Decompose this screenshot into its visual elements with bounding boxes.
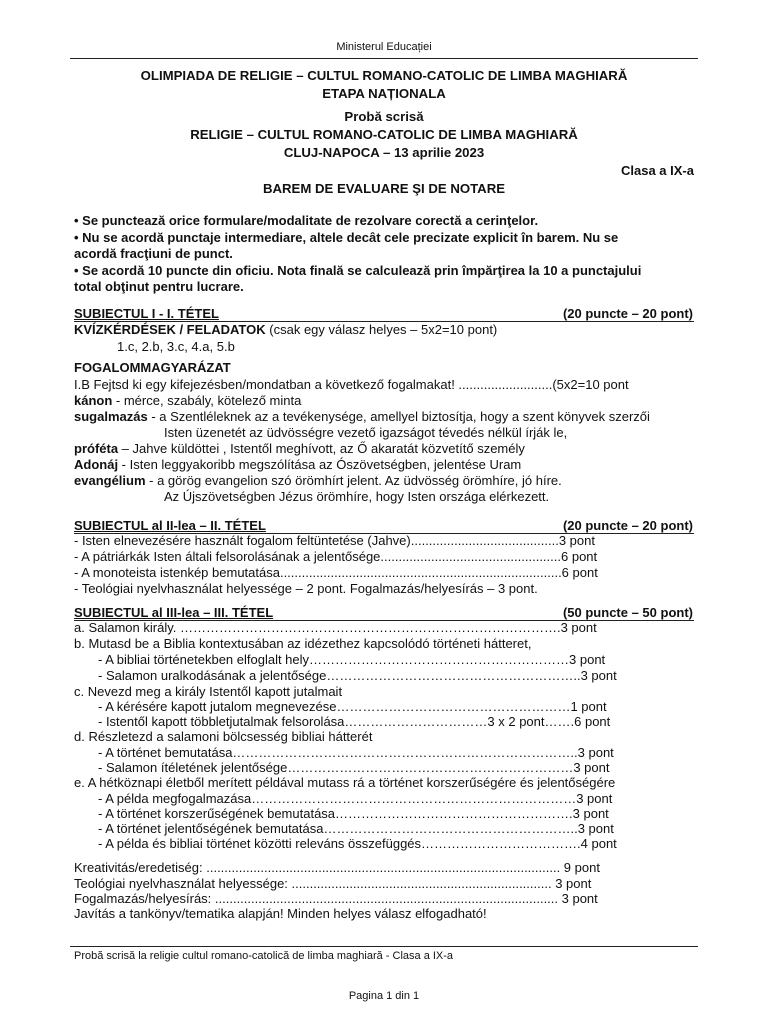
total-line: Kreativitás/eredetiség: .................................................................................................. 9 pont — [74, 860, 600, 875]
s1-kviz-note: (csak egy válasz helyes – 5x2=10 pont) — [265, 322, 498, 337]
s2-item: - A monoteista istenkép bemutatása..............................................................................6 pont — [74, 565, 598, 580]
footer-rule — [70, 946, 698, 947]
s3-heading: SUBIECTUL al III-lea – III. TÉTEL — [74, 605, 274, 620]
term-evangelium — [74, 473, 562, 488]
s2-heading: SUBIECTUL al II-lea – II. TÉTEL — [74, 518, 266, 533]
s1-fogalom: FOGALOMMAGYARÁZAT — [74, 360, 231, 375]
barem-title: BAREM DE EVALUARE ŞI DE NOTARE — [262, 181, 506, 196]
correction-note: Javítás a tankönyv/tematika alapján! Minden helyes válasz elfogadható! — [74, 906, 487, 921]
term-label: kánon — [74, 393, 113, 408]
title-line-3: Probă scrisă — [344, 109, 424, 124]
total-line: Fogalmazás/helyesírás: ............................................................................................... 3 pont — [74, 891, 598, 906]
s3-line: d. Részletezd a salamoni bölcsesség bibliai hátterét — [74, 729, 373, 744]
s3-points: (50 puncte – 50 pont) — [562, 605, 693, 620]
rule-1: • Se punctează orice formulare/modalitate de rezolvare corectă a cerinţelor. — [74, 213, 539, 228]
s1-kviz — [74, 322, 497, 337]
term-def: - mérce, szabály, kötelező minta — [112, 393, 302, 408]
term-evangelium-cont: Az Újszövetségben Jézus örömhíre, hogy Isten országa elérkezett. — [164, 489, 550, 504]
term-label: próféta — [74, 441, 119, 456]
s1-instruction: I.B Fejtsd ki egy kifejezésben/mondatban a következő fogalmakat! ..........................(5x2=10 pont — [74, 377, 629, 392]
s3-subline: - A bibliai történetekben elfoglalt hely……………………………………………………3 pont — [98, 652, 606, 667]
s3-line: c. Nevezd meg a király Istentől kapott jutalmait — [74, 684, 343, 699]
title-line-4: RELIGIE – CULTUL ROMANO-CATOLIC DE LIMBA MAGHIARĂ — [190, 127, 578, 142]
page-number: Pagina 1 din 1 — [348, 990, 420, 1002]
s1-kviz-title: KVÍZKÉRDÉSEK / FELADATOK — [74, 322, 266, 337]
term-def: – Jahve küldöttei , Istentől meghívott, az Ő akaratát közvetítő személy — [118, 441, 525, 456]
s3-subline: - A történet jelentőségének bemutatása…………………………………………………..3 pont — [98, 821, 614, 836]
s3-subline: - A történet bemutatása……………………………………………………………………..3 pont — [98, 745, 614, 760]
title-line-2: ETAPA NAȚIONALA — [322, 86, 446, 101]
s1-points: (20 puncte – 20 pont) — [562, 306, 693, 321]
s2-item: - Teológiai nyelvhasználat helyessége – 2 pont. Fogalmazás/helyesírás – 3 pont. — [74, 581, 538, 596]
title-line-5: CLUJ-NAPOCA – 13 aprilie 2023 — [283, 145, 485, 160]
total-line: Teológiai nyelvhasználat helyessége: ........................................................................ 3 pont — [74, 876, 592, 891]
term-kanon — [74, 393, 301, 408]
class-label: Clasa a IX-a — [621, 163, 694, 178]
term-profeta — [74, 441, 525, 456]
term-sugalmazas-cont: Isten üzenetét az üdvösségre vezető igazságot tévedés nélkül írják le, — [164, 425, 568, 440]
term-def: - a görög evangelion szó örömhírt jelent. Az üdvösség örömhíre, jó híre. — [145, 473, 562, 488]
rule-2-cont: acordă fracţiuni de punct. — [74, 246, 233, 261]
rule-2: • Nu se acordă punctaje intermediare, altele decât cele precizate explicit în barem. Nu se — [74, 230, 619, 245]
s3-subline: - Salamon uralkodásának a jelentősége…………………………………………………..3 pont — [98, 668, 617, 683]
s1-answers: 1.c, 2.b, 3.c, 4.a, 5.b — [117, 339, 235, 354]
s3-line: a. Salamon király. …………………………………………………………………………….3 pont — [74, 620, 597, 635]
s3-subline: - A példa és bibliai történet közötti releváns összefüggés……………………………….4 pont — [98, 836, 617, 851]
s2-points: (20 puncte – 20 pont) — [562, 518, 693, 533]
rule-3: • Se acordă 10 puncte din oficiu. Nota finală se calculează prin împărţirea la 10 a punctajului — [74, 263, 642, 278]
s3-line: b. Mutasd be a Biblia kontextusában az idézethez kapcsolódó történeti hátteret, — [74, 636, 532, 651]
rule-3-cont: total obţinut pentru lucrare. — [74, 279, 244, 294]
ministry-header: Ministerul Educației — [336, 41, 432, 53]
footer-note: Probă scrisă la religie cultul romano-catolică de limba maghiară - Clasa a IX-a — [74, 950, 454, 962]
term-def: - a Szentléleknek az a tevékenysége, amellyel biztosítja, hogy a szent könyvek szerzői — [147, 409, 650, 424]
term-sugalmazas — [74, 409, 650, 424]
header-rule — [70, 58, 698, 59]
term-label: evangélium — [74, 473, 146, 488]
term-adonaj — [74, 457, 521, 472]
term-label: Adonáj — [74, 457, 119, 472]
term-def: - Isten leggyakoribb megszólítása az Ószövetségben, jelentése Uram — [118, 457, 522, 472]
s2-item: - Isten elnevezésére használt fogalom feltüntetése (Jahve).........................................3 pont — [74, 533, 595, 548]
s3-subline: - Salamon ítéletének jelentősége…………………………………………………………3 pont — [98, 760, 610, 775]
s3-subline: - A példa megfogalmazása…………………………………………………………………3 pont — [98, 791, 613, 806]
term-label: sugalmazás — [74, 409, 148, 424]
s1-heading: SUBIECTUL I - I. TÉTEL — [74, 306, 219, 321]
s3-subline: - A történet korszerűségének bemutatása……………………………………………….3 pont — [98, 806, 609, 821]
s3-subline: - A kérésére kapott jutalom megnevezése………………………………………………1 pont — [98, 699, 607, 714]
title-line-1: OLIMPIADA DE RELIGIE – CULTUL ROMANO-CATOLIC DE LIMBA MAGHIARĂ — [140, 68, 628, 83]
s3-subline: - Istentől kapott többletjutalmak felsorolása……………………………3 x 2 pont…….6 pont — [98, 714, 611, 729]
s2-item: - A pátriárkák Isten általi felsorolásának a jelentősége..................................................6 pont — [74, 549, 598, 564]
s3-line: e. A hétköznapi életből merített példával mutass rá a történet korszerűségére és jelentőségére — [74, 775, 616, 790]
